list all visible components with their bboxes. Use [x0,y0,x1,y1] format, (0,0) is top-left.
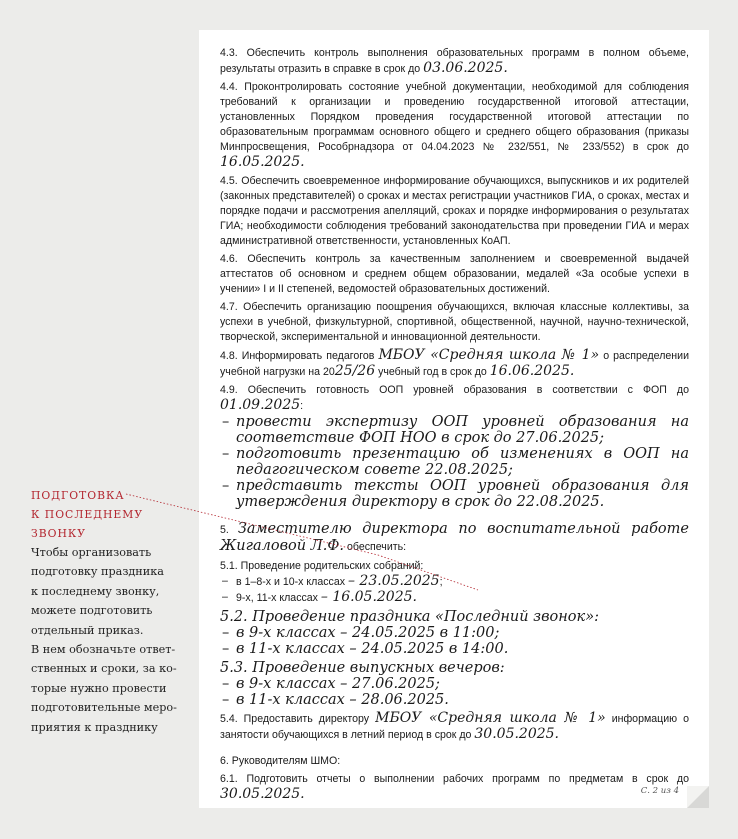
item-5-3-list [220,676,689,708]
item-4-9-date: 01.09.2025 [220,397,301,413]
item-6-1-date: 30.05.2025. [220,786,305,802]
page-number: С. 2 из 4 [640,786,679,796]
list-item [220,574,689,590]
item-4-8-pre: 4.8. Информировать педагогов [220,350,379,362]
list-item [220,590,689,606]
item-5-3: 5.3. Проведение выпускных вечеров: [220,660,505,676]
item-5-4-mid: информацию о занятости обучающихся в летний период в срок до [220,713,689,741]
item-5-pre: 5. [220,524,238,536]
list-item: – провести экспертизу ООП уровней образования на соответствие ФОП НОО в срок до 27.06.2025; [220,414,689,446]
sidenote-line: подготовку праздника [31,565,164,579]
item-4-3-date: 03.06.2025. [423,60,508,76]
item-4-3-text: 4.3. Обеспечить контроль выполнения образовательных программ в полном объеме, результаты отразить в справке в срок до [220,47,689,75]
list-item-post: ; [439,576,443,588]
list-item-date: – 16.05.2025. [320,589,417,605]
item-4-4-date: 16.05.2025. [220,154,305,170]
item-5-post: обеспечить: [344,541,407,553]
school-name: МБОУ «Средняя школа № 1» [378,347,600,363]
item-5-4-date: 30.05.2025. [474,726,559,742]
sidenote-title-line: ЗВОНКУ [31,527,87,540]
item-5-2-list [220,625,689,657]
sidenote-title-line: К ПОСЛЕДНЕМУ [31,508,144,521]
sidenote-title-line: ПОДГОТОВКА [31,489,125,502]
item-4-8 [220,348,689,380]
sidenote [31,486,181,737]
list-item-date: – 23.05.2025 [347,573,440,589]
item-5-hand: Заместителю директора по воспитательной работе Жигаловой Л.Ф. [220,521,689,554]
item-5-1: 5.1. Проведение родительских собраний: [220,560,424,572]
item-4-8-mid: о распределении учебной нагрузки на 20 [220,350,689,378]
item-5-4-pre: 5.4. Предоставить директору [220,713,376,725]
list-item: – в 9-х классах – 24.05.2025 в 11:00; [220,625,689,641]
list-item: – подготовить презентацию об изменениях в ООП на педагогическом совете 22.08.2025; [220,446,689,478]
page-corner-fold [687,786,709,808]
document-page [199,30,709,808]
list-item-text: 9-х, 11-х классах [236,592,321,604]
item-5 [220,521,689,555]
item-4-5: 4.5. Обеспечить своевременное информирование обучающихся, выпускников и их родителей (законных представителей) о сроках и местах регистрации участников ГИА, о сроках, местах и порядке подачи и рассмотрения апелляций, сроках и порядке информирования о результатах ГИА; необходимости соблюдения требований законодательства при проведении ГИА и мерах административной ответственности, установленных КоАП. [220,175,689,247]
sidenote-line: приятия к празднику [31,720,158,734]
document-body [220,46,689,806]
sidenote-line: В нем обозначьте ответ- [31,643,176,657]
sidenote-line: отдельный приказ. [31,623,144,637]
item-4-4 [220,80,689,171]
item-4-7: 4.7. Обеспечить организацию поощрения обучающихся, включая классные коллективы, за успехи в учебной, физкультурной, спортивной, общественной, научной, научно-технической, творческой, экспериментальной и инновационной деятельности. [220,301,689,343]
sidenote-line: к последнему звонку, [31,584,160,598]
item-4-3 [220,46,689,77]
list-item: – в 11-х классах – 24.05.2025 в 14:00. [220,641,689,657]
list-item: – в 11-х классах – 28.06.2025. [220,692,689,708]
item-4-9 [220,383,689,414]
item-4-8-date: 16.06.2025. [489,363,575,379]
item-5-2: 5.2. Проведение праздника «Последний звонок»: [220,609,599,625]
item-6-1-text: 6.1. Подготовить отчеты о выполнении рабочих программ по предметам в срок до [220,773,689,785]
school-year: 25/26 [334,363,376,379]
item-4-6: 4.6. Обеспечить контроль за качественным заполнением и своевременной выдачей аттестатов об основном и среднем общем образовании, медалей «За особые успехи в учении» I и II степеней, ведомостей образовательных достижений. [220,253,689,295]
sidenote-line: торые нужно провести [31,681,167,695]
list-item: – в 9-х классах – 27.06.2025; [220,676,689,692]
sidenote-line: Чтобы организовать [31,546,152,559]
sidenote-line: подготовительные меро- [31,701,177,715]
list-item: – представить тексты ООП уровней образования для утверждения директору в срок до 22.08.2025. [220,478,689,510]
item-4-4-text: 4.4. Проконтролировать состояние учебной документации, необходимой для соблюдения требований к организации и проведению государственной итоговой аттестации, установленных Порядком проведения государственной итоговой аттестации по образовательным программам основного общего и среднего общего образования (приказы Минпросвещения, Рособрнадзора от 04.04.2023 № 232/551, № 233/552) в срок до [220,81,689,153]
item-4-9-list [220,414,689,510]
item-4-9-pre: 4.9. Обеспечить готовность ООП уровней образования в соответствии с ФОП до [220,384,689,396]
sidenote-title [31,486,181,543]
item-5-4 [220,711,689,743]
item-4-9-post: : [300,400,304,412]
sidenote-line: можете подготовить [31,604,153,618]
sidenote-line: ственных и сроки, за ко- [31,662,177,676]
list-item-text: в 1–8-х и 10-х классах [236,576,348,588]
item-6: 6. Руководителям ШМО: [220,755,341,767]
school-name: МБОУ «Средняя школа № 1» [375,710,606,726]
sidenote-body [31,543,181,737]
item-4-8-mid2: учебный год в срок до [375,366,490,378]
item-6-1 [220,772,689,803]
item-5-1-list [220,574,689,606]
